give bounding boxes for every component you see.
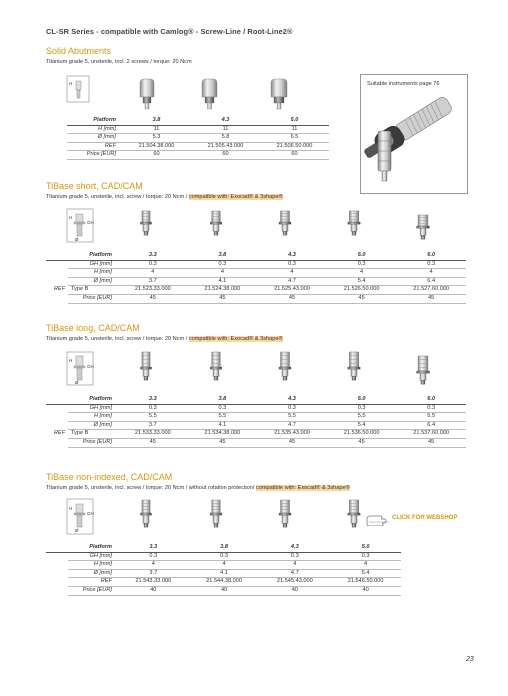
table-cell: 6.4	[396, 421, 466, 430]
table-cell: 4	[330, 561, 401, 570]
table-cell: 21.524.38.000	[188, 286, 258, 295]
table-cell: 21.536.50.000	[327, 430, 397, 439]
tibase-image	[140, 500, 151, 527]
ref-prefix	[46, 421, 68, 430]
table-cell: 45	[188, 438, 258, 447]
table-cell: 3.7	[118, 569, 189, 578]
row-label: Price [EUR]	[68, 294, 118, 303]
tibase-image	[210, 352, 222, 380]
row-label: GH [mm]	[68, 260, 118, 269]
ref-prefix	[46, 578, 68, 587]
label-h: H	[69, 506, 73, 511]
table-cell: 4.7	[257, 421, 327, 430]
pointing-hand-icon[interactable]	[366, 510, 392, 526]
instruments-note: Suitable instruments page 76	[367, 81, 440, 87]
table-cell: 40	[259, 586, 330, 595]
dimension-diagram	[67, 352, 94, 385]
table-row	[46, 396, 466, 404]
table-cell: 21.504.38.000	[122, 142, 191, 151]
table-row	[67, 125, 329, 134]
label-diameter: Ø	[75, 380, 79, 385]
solid-abutment-image	[140, 79, 154, 109]
table-row	[46, 430, 466, 439]
table-cell: 0.3	[396, 260, 466, 269]
tibase-image	[279, 500, 291, 527]
ref-prefix	[46, 269, 68, 278]
tibase-non-indexed-images	[140, 500, 360, 527]
table-cell: 5.4	[330, 569, 401, 578]
ref-prefix	[46, 586, 68, 595]
row-label: REF	[67, 142, 122, 151]
table-cell: 6.0	[396, 396, 466, 404]
table-cell: 3.3	[118, 396, 188, 404]
ref-prefix	[46, 252, 68, 260]
table-cell: 0.3	[330, 552, 401, 561]
ref-prefix	[46, 260, 68, 269]
ref-prefix	[46, 561, 68, 570]
tibase-image	[140, 352, 151, 380]
table-cell: 4	[189, 561, 260, 570]
label-h: H	[69, 358, 73, 363]
table-cell: 3.7	[118, 277, 188, 286]
table-cell: 0.3	[259, 552, 330, 561]
table-cell: 3.8	[189, 544, 260, 552]
table-row	[46, 438, 466, 447]
table-cell: 4	[257, 269, 327, 278]
table-cell: 45	[118, 294, 188, 303]
section-subtitle: Titanium grade 5, unsterile, incl. screw / torque: 20 Ncm / without rotation protection/ compatible with: Exocad® & 3shape®	[46, 485, 350, 491]
tibase-image	[140, 211, 151, 235]
table-row	[46, 561, 401, 570]
label-diameter: Ø	[75, 528, 79, 533]
tibase-image	[279, 352, 291, 380]
spec-table-tibase-non-indexed	[46, 544, 401, 596]
table-cell: 21.505.43.000	[191, 142, 260, 151]
table-cell: 5.0	[327, 252, 397, 260]
table-cell: 6.0	[396, 252, 466, 260]
table-cell: 4	[118, 269, 188, 278]
row-label: Platform	[68, 396, 118, 404]
table-cell: 4.1	[188, 421, 258, 430]
table-row	[46, 260, 466, 269]
table-cell: 3.7	[118, 421, 188, 430]
ref-prefix	[46, 396, 68, 404]
row-label: Type B	[68, 286, 118, 295]
table-cell: 0.3	[257, 404, 327, 413]
compatibility-highlight: compatible with: Exocad® & 3shape®	[188, 194, 283, 200]
table-row	[46, 294, 466, 303]
table-cell: 5.8	[191, 134, 260, 143]
row-label: Price [EUR]	[68, 586, 118, 595]
table-cell: 40	[189, 586, 260, 595]
section-subtitle: Titanium grade 5, unsterile, incl. 2 screws / torque: 20 Ncm	[46, 59, 192, 65]
table-row	[67, 117, 329, 125]
table-cell: 21.523.33.000	[118, 286, 188, 295]
table-row	[67, 134, 329, 143]
table-cell: 5.0	[260, 117, 329, 125]
table-cell: 45	[396, 438, 466, 447]
table-cell: 45	[396, 294, 466, 303]
tibase-long-images	[140, 352, 429, 384]
tibase-image	[417, 215, 430, 239]
dimension-diagram	[67, 76, 89, 102]
table-cell: 4.7	[259, 569, 330, 578]
table-cell: 5.5	[396, 413, 466, 422]
table-cell: 21.534.38.000	[188, 430, 258, 439]
table-cell: 5.5	[327, 413, 397, 422]
table-row	[46, 586, 401, 595]
tibase-image	[348, 211, 360, 235]
ref-prefix	[46, 404, 68, 413]
table-row	[46, 252, 466, 260]
table-cell: 21.543.33.000	[118, 578, 189, 587]
tibase-image	[210, 500, 222, 527]
table-cell: 45	[188, 294, 258, 303]
label-gh: GH	[87, 220, 94, 225]
table-row	[46, 404, 466, 413]
table-cell: 5.4	[327, 277, 397, 286]
table-cell: 4	[188, 269, 258, 278]
table-cell: 0.3	[188, 404, 258, 413]
table-cell: 0.3	[118, 260, 188, 269]
ref-prefix	[46, 277, 68, 286]
table-cell: 11	[122, 125, 191, 134]
table-cell: 4.3	[257, 252, 327, 260]
handpiece-image	[361, 75, 467, 193]
row-label: Ø [mm]	[68, 277, 118, 286]
table-cell: 5.3	[122, 134, 191, 143]
table-cell: 3.3	[118, 544, 189, 552]
table-cell: 21.535.43.000	[257, 430, 327, 439]
table-cell: 4	[396, 269, 466, 278]
table-cell: 21.533.33.000	[118, 430, 188, 439]
row-label: Ø [mm]	[67, 134, 122, 143]
solid-abutment-image	[271, 79, 287, 109]
dimension-diagram	[67, 209, 94, 242]
page-header: CL-SR Series - compatible with Camlog® - Screw-Line / Root-Line2®	[46, 27, 293, 36]
table-cell: 4.3	[257, 396, 327, 404]
ref-prefix: REF	[53, 286, 65, 293]
table-cell: 21.545.43.000	[259, 578, 330, 587]
table-row	[46, 569, 401, 578]
spec-table-tibase-long	[46, 396, 466, 448]
table-cell: 0.3	[189, 552, 260, 561]
table-cell: 6.5	[260, 134, 329, 143]
row-label: H [mm]	[67, 125, 122, 134]
table-cell: 11	[260, 125, 329, 134]
ref-prefix	[46, 413, 68, 422]
table-cell: 3.8	[188, 396, 258, 404]
table-cell: 45	[327, 294, 397, 303]
table-cell: 21.544.38.000	[189, 578, 260, 587]
table-cell: 4	[327, 269, 397, 278]
row-label: GH [mm]	[68, 404, 118, 413]
spec-table-tibase-short	[46, 252, 466, 304]
table-cell: 5.5	[118, 413, 188, 422]
row-label: Platform	[68, 252, 118, 260]
ref-prefix	[46, 438, 68, 447]
label-h: H	[69, 215, 73, 220]
suitable-instruments-box	[360, 74, 468, 194]
label-gh: GH	[87, 511, 94, 516]
table-cell: 5.0	[330, 544, 401, 552]
table-row	[46, 413, 466, 422]
spec-table-solid-abutments	[67, 117, 329, 160]
table-cell: 3.3	[118, 252, 188, 260]
ref-prefix: REF	[53, 430, 65, 437]
table-row	[67, 142, 329, 151]
table-cell: 4	[259, 561, 330, 570]
compatibility-highlight: compatible with: Exocad® & 3shape®	[255, 485, 350, 491]
page-number: 23	[466, 656, 474, 663]
tibase-image	[348, 500, 360, 527]
table-cell: 5.4	[327, 421, 397, 430]
table-row	[46, 286, 466, 295]
tibase-short-images	[140, 211, 429, 239]
table-cell: 0.3	[118, 404, 188, 413]
table-cell: 45	[327, 438, 397, 447]
table-cell: 0.3	[396, 404, 466, 413]
row-label: Type B	[68, 430, 118, 439]
row-label: Price [EUR]	[68, 438, 118, 447]
ref-prefix	[46, 544, 68, 552]
table-cell: 4	[118, 561, 189, 570]
row-label: Price [EUR]	[67, 151, 122, 160]
section-title-tibase-short: TiBase short, CAD/CAM	[46, 181, 143, 191]
table-cell: 0.3	[118, 552, 189, 561]
table-cell: 45	[257, 438, 327, 447]
section-title-tibase-long: TiBase long, CAD/CAM	[46, 323, 140, 333]
row-label: Platform	[67, 117, 122, 125]
row-label: REF	[68, 578, 118, 587]
table-cell: 21.526.50.000	[327, 286, 397, 295]
table-row	[46, 552, 401, 561]
table-cell: 60	[191, 151, 260, 160]
table-cell: 40	[330, 586, 401, 595]
table-cell: 0.3	[327, 404, 397, 413]
table-cell: 4.1	[188, 277, 258, 286]
table-cell: 21.537.60.000	[396, 430, 466, 439]
table-cell: 5.0	[327, 396, 397, 404]
table-cell: 60	[122, 151, 191, 160]
section-title-solid-abutments: Solid Abutments	[46, 46, 112, 56]
label-h: H	[69, 81, 73, 86]
row-label: H [mm]	[68, 413, 118, 422]
table-cell: 0.3	[188, 260, 258, 269]
table-cell: 60	[260, 151, 329, 160]
table-cell: 21.506.50.000	[260, 142, 329, 151]
table-cell: 45	[257, 294, 327, 303]
table-cell: 21.527.60.000	[396, 286, 466, 295]
table-cell: 6.4	[396, 277, 466, 286]
row-label: H [mm]	[68, 269, 118, 278]
table-row	[46, 269, 466, 278]
row-label: Ø [mm]	[68, 421, 118, 430]
section-subtitle: Titanium grade 5, unsterile, incl. screw / torque: 20 Ncm / compatible with: Exocad® & 3shape®	[46, 336, 283, 342]
table-cell: 4.3	[191, 117, 260, 125]
tibase-image	[417, 356, 430, 384]
label-gh: GH	[87, 364, 94, 369]
table-cell: 21.546.50.000	[330, 578, 401, 587]
table-cell: 4.7	[257, 277, 327, 286]
ref-prefix	[46, 569, 68, 578]
table-cell: 0.3	[257, 260, 327, 269]
table-cell: 40	[118, 586, 189, 595]
table-row	[46, 421, 466, 430]
tibase-image	[279, 211, 291, 235]
table-cell: 45	[118, 438, 188, 447]
solid-abutment-image	[202, 79, 217, 109]
table-cell: 3.8	[188, 252, 258, 260]
ref-prefix	[46, 552, 68, 561]
table-cell: 11	[191, 125, 260, 134]
table-row	[46, 544, 401, 552]
row-label: Platform	[68, 544, 118, 552]
tibase-image	[348, 352, 360, 380]
table-row	[46, 578, 401, 587]
table-cell: 3.8	[122, 117, 191, 125]
table-row	[46, 277, 466, 286]
section-subtitle: Titanium grade 5, unsterile, incl. screw / torque: 20 Ncm / compatible with: Exocad® & 3shape®	[46, 194, 283, 200]
table-cell: 0.3	[327, 260, 397, 269]
row-label: GH [mm]	[68, 552, 118, 561]
table-cell: 4.3	[259, 544, 330, 552]
ref-prefix	[46, 294, 68, 303]
label-diameter: Ø	[75, 237, 79, 242]
dimension-diagram	[67, 499, 94, 534]
table-row	[67, 151, 329, 160]
webshop-link[interactable]: CLICK FOR WEBSHOP	[392, 515, 458, 521]
tibase-image	[210, 211, 222, 235]
table-cell: 21.525.43.000	[257, 286, 327, 295]
row-label: H [mm]	[68, 561, 118, 570]
compatibility-highlight: compatible with: Exocad® & 3shape®	[188, 336, 283, 342]
table-cell: 5.5	[257, 413, 327, 422]
section-title-tibase-non-indexed: TiBase non-indexed, CAD/CAM	[46, 472, 173, 482]
row-label: Ø [mm]	[68, 569, 118, 578]
table-cell: 5.5	[188, 413, 258, 422]
table-cell: 4.1	[189, 569, 260, 578]
